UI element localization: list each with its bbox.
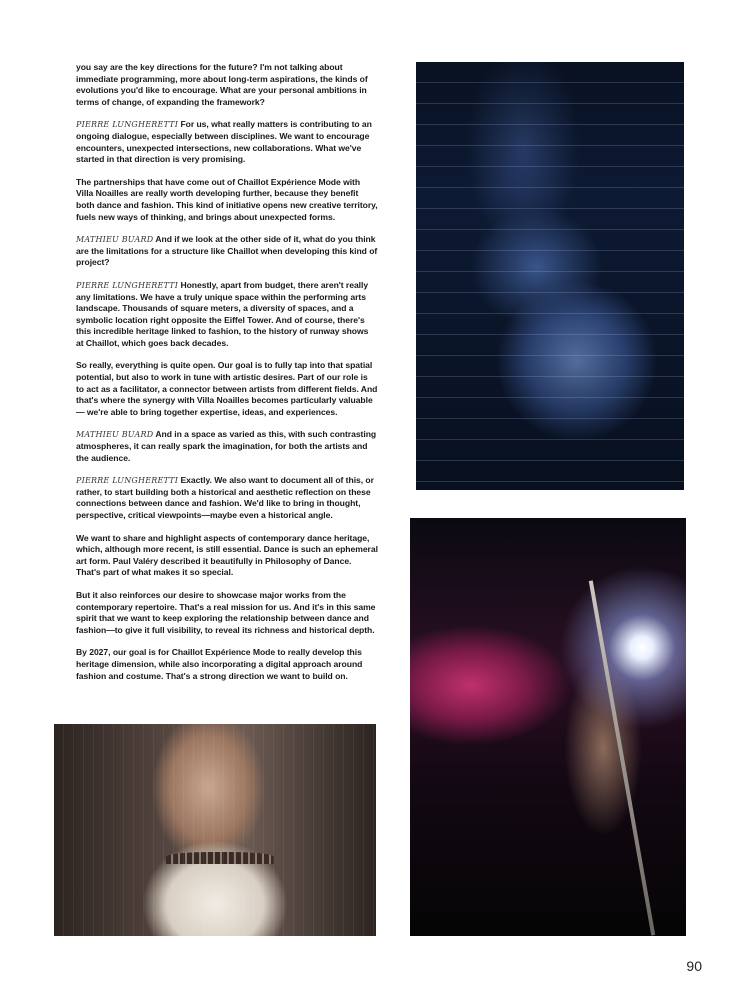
paragraph-text: And in a space as varied as this, with such contrasting atmospheres, it can really spark the imagination, for both the artists and the audience. xyxy=(76,429,377,463)
article-text-column xyxy=(76,62,378,693)
corset-model-photo xyxy=(54,724,376,936)
article-paragraph xyxy=(76,647,378,682)
article-paragraph xyxy=(76,590,378,636)
dancer-bodysuit-photo xyxy=(416,62,684,490)
article-paragraph xyxy=(76,234,378,269)
paragraph-text: So really, everything is quite open. Our goal is to fully tap into that spatial potential, but also to work in tune with artistic desires. Part of our role is to act as a facilitator, a connector between artists from different fields. And that's where the synergy with Villa Noailles becomes particularly valuable — we're able to bring together expertise, ideas, and experiences. xyxy=(76,360,378,417)
article-paragraph xyxy=(76,280,378,350)
paragraph-text: For us, what really matters is contributing to an ongoing dialogue, especially between disciplines. We want to encourage encounters, unexpected intersections, new collaborations. What we've started in that direction is very promising. xyxy=(76,119,372,165)
speaker-name: MATHIEU BUARD xyxy=(76,430,154,440)
article-paragraph xyxy=(76,429,378,464)
paragraph-text: But it also reinforces our desire to showcase major works from the contemporary repertoire. That's a real mission for us. And it's in this same spirit that we want to keep exploring the relationship between dance and fashion—to give it full visibility, to reveal its richness and historical depth. xyxy=(76,589,376,635)
speaker-name: MATHIEU BUARD xyxy=(76,235,154,245)
speaker-name: PIERRE LUNGHERETTI xyxy=(76,120,179,130)
article-paragraph xyxy=(76,533,378,579)
article-paragraph xyxy=(76,119,378,165)
paragraph-text: We want to share and highlight aspects of contemporary dance heritage, which, although more recent, is still essential. Dance is such an ephemeral art form. Paul Valéry described it beautifully in Philosophy of Dance. That's part of what makes it so special. xyxy=(76,532,378,578)
paragraph-text: By 2027, our goal is for Chaillot Expérience Mode to really develop this heritage dimension, while also incorporating a digital approach around fashion and costume. That's a strong direction we want to build on. xyxy=(76,647,363,681)
paragraph-text: you say are the key directions for the future? I'm not talking about immediate programming, more about long-term aspirations, the kinds of evolutions you'd like to encourage. What are your personal ambitions in terms of change, of expanding the framework? xyxy=(76,62,368,107)
speaker-name: PIERRE LUNGHERETTI xyxy=(76,476,179,486)
article-paragraph xyxy=(76,360,378,418)
paragraph-text: And if we look at the other side of it, what do you think are the limitations for a structure like Chaillot when developing this kind of project? xyxy=(76,234,378,268)
speaker-name: PIERRE LUNGHERETTI xyxy=(76,280,179,290)
pole-dancer-photo xyxy=(410,518,686,936)
paragraph-text: The partnerships that have come out of Chaillot Expérience Mode with Villa Noailles are really worth developing further, because they benefit both dance and fashion. This kind of initiative opens new creative territory, fuels new ways of thinking, and brings about unexpected forms. xyxy=(76,176,378,222)
paragraph-text: Exactly. We also want to document all of this, or rather, to start building both a historical and aesthetic reflection on these connections between dance and fashion. We'd like to bring in thought, perspective, critical viewpoints—maybe even a historical angle. xyxy=(76,475,374,520)
article-paragraph xyxy=(76,62,378,108)
article-paragraph xyxy=(76,475,378,521)
article-paragraph xyxy=(76,177,378,223)
paragraph-text: Honestly, apart from budget, there aren't really any limitations. We have a truly unique space within the performing arts landscape. Thousands of square meters, a diversity of spaces, and a symbolic location right opposite the Eiffel Tower. And of course, there's this incredible heritage linked to fashion, to the history of runway shows at Chaillot, which goes back decades. xyxy=(76,279,369,348)
page-number: 90 xyxy=(686,958,702,974)
